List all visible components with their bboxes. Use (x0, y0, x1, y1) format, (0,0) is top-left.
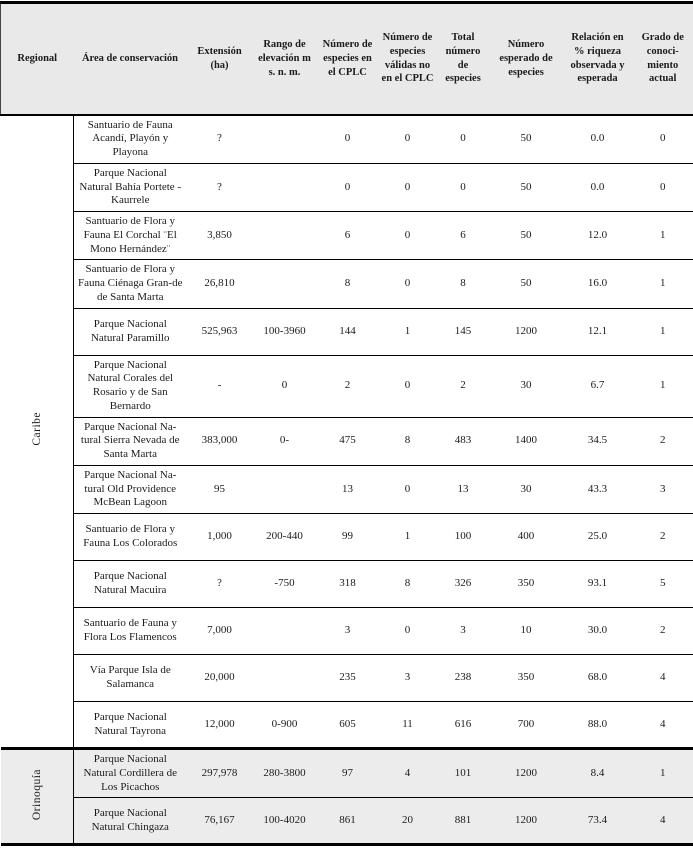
cell-grado: 2 (633, 514, 693, 561)
cell-rango: 200-440 (253, 514, 317, 561)
cell-extension: 7,000 (187, 608, 253, 655)
cell-cplc: 8 (317, 260, 379, 308)
cell-rango: 280-3800 (253, 749, 317, 798)
cell-extension: ? (187, 561, 253, 608)
cell-extension: 297,978 (187, 749, 253, 798)
cell-cplc: 3 (317, 608, 379, 655)
cell-rango (253, 212, 317, 260)
cell-grado: 0 (633, 115, 693, 164)
cell-extension: 26,810 (187, 260, 253, 308)
cell-relacion: 12.0 (563, 212, 633, 260)
cell-area: Parque Nacional Natural Corales del Rosario y de San Bernardo (74, 355, 187, 417)
cell-cplc: 605 (317, 702, 379, 749)
cell-esperado: 50 (490, 115, 563, 164)
table-row (1, 163, 693, 211)
col-header-validas: Número de especies válidas no en el CPLC (379, 3, 437, 115)
cell-area: Parque Nacional Na-tural Sierra Nevada de Santa Marta (74, 417, 187, 465)
cell-esperado: 700 (490, 702, 563, 749)
table-row (1, 749, 693, 798)
cell-esperado: 1400 (490, 417, 563, 465)
region-label: Orinoquía (30, 769, 44, 820)
table-row (1, 798, 693, 845)
cell-relacion: 8.4 (563, 749, 633, 798)
col-header-area: Área de conservación (74, 3, 187, 115)
cell-total: 6 (437, 212, 490, 260)
cell-relacion: 68.0 (563, 655, 633, 702)
cell-validas: 8 (379, 417, 437, 465)
cell-relacion: 93.1 (563, 561, 633, 608)
table-row (1, 655, 693, 702)
cell-rango: 0 (253, 355, 317, 417)
cell-extension: 383,000 (187, 417, 253, 465)
cell-grado: 4 (633, 702, 693, 749)
cell-area: Santuario de Flora y Fauna Ciénaga Gran-de de Santa Marta (74, 260, 187, 308)
col-header-regional: Regional (1, 3, 74, 115)
cell-grado: 5 (633, 561, 693, 608)
cell-esperado: 1200 (490, 308, 563, 355)
cell-total: 8 (437, 260, 490, 308)
cell-validas: 3 (379, 655, 437, 702)
table-row (1, 308, 693, 355)
cell-esperado: 30 (490, 355, 563, 417)
table-row (1, 465, 693, 513)
cell-cplc: 2 (317, 355, 379, 417)
col-header-total: Total número de especies (437, 3, 490, 115)
cell-rango (253, 655, 317, 702)
cell-rango: 100-3960 (253, 308, 317, 355)
region-label: Caribe (30, 412, 44, 446)
cell-extension: 3,850 (187, 212, 253, 260)
cell-relacion: 16.0 (563, 260, 633, 308)
cell-area: Santuario de Flora y Fauna Los Colorados (74, 514, 187, 561)
cell-relacion: 12.1 (563, 308, 633, 355)
cell-validas: 20 (379, 798, 437, 845)
cell-relacion: 73.4 (563, 798, 633, 845)
cell-extension: 525,963 (187, 308, 253, 355)
cell-validas: 0 (379, 465, 437, 513)
cell-area: Vía Parque Isla de Salamanca (74, 655, 187, 702)
cell-esperado: 50 (490, 212, 563, 260)
cell-cplc: 318 (317, 561, 379, 608)
table-row (1, 115, 693, 164)
col-header-grado: Grado de conoci-miento actual (633, 3, 693, 115)
cell-relacion: 6.7 (563, 355, 633, 417)
cell-validas: 0 (379, 115, 437, 164)
cell-grado: 1 (633, 749, 693, 798)
cell-validas: 1 (379, 514, 437, 561)
cell-total: 238 (437, 655, 490, 702)
cell-grado: 4 (633, 655, 693, 702)
header-row (1, 3, 693, 115)
cell-area: Parque Nacional Na-tural Old Providence McBean Lagoon (74, 465, 187, 513)
cell-cplc: 0 (317, 115, 379, 164)
cell-cplc: 861 (317, 798, 379, 845)
cell-rango (253, 163, 317, 211)
cell-extension: 95 (187, 465, 253, 513)
col-header-extension: Extensión (ha) (187, 3, 253, 115)
cell-esperado: 1200 (490, 798, 563, 845)
cell-total: 483 (437, 417, 490, 465)
cell-validas: 11 (379, 702, 437, 749)
cell-extension: ? (187, 115, 253, 164)
cell-extension: ? (187, 163, 253, 211)
cell-extension: 1,000 (187, 514, 253, 561)
cell-relacion: 43.3 (563, 465, 633, 513)
cell-rango (253, 260, 317, 308)
cell-relacion: 25.0 (563, 514, 633, 561)
cell-esperado: 400 (490, 514, 563, 561)
cell-validas: 8 (379, 561, 437, 608)
cell-area: Parque Nacional Natural Paramillo (74, 308, 187, 355)
cell-validas: 0 (379, 355, 437, 417)
cell-area: Parque Nacional Natural Chingaza (74, 798, 187, 845)
cell-cplc: 13 (317, 465, 379, 513)
table-row (1, 514, 693, 561)
cell-extension: - (187, 355, 253, 417)
cell-relacion: 30.0 (563, 608, 633, 655)
col-header-esperado: Número esperado de especies (490, 3, 563, 115)
cell-esperado: 50 (490, 260, 563, 308)
cell-grado: 1 (633, 308, 693, 355)
table-row (1, 212, 693, 260)
cell-area: Santuario de Fauna y Flora Los Flamencos (74, 608, 187, 655)
cell-rango: 0-900 (253, 702, 317, 749)
cell-area: Santuario de Flora y Fauna El Corchal ¨El Mono Hernández¨ (74, 212, 187, 260)
cell-area: Santuario de Fauna Acandí, Playón y Playona (74, 115, 187, 164)
cell-extension: 12,000 (187, 702, 253, 749)
cell-area: Parque Nacional Natural Tayrona (74, 702, 187, 749)
cell-area: Parque Nacional Natural Bahía Portete - Kaurrele (74, 163, 187, 211)
table-row (1, 417, 693, 465)
cell-grado: 1 (633, 260, 693, 308)
cell-total: 101 (437, 749, 490, 798)
region-label-cell (1, 749, 74, 845)
region-label-cell (1, 115, 74, 749)
cell-rango: 0- (253, 417, 317, 465)
cell-total: 881 (437, 798, 490, 845)
col-header-relacion: Relación en % riqueza observada y esperada (563, 3, 633, 115)
cell-validas: 4 (379, 749, 437, 798)
cell-grado: 4 (633, 798, 693, 845)
cell-area: Parque Nacional Natural Cordillera de Los Picachos (74, 749, 187, 798)
table-row (1, 702, 693, 749)
cell-extension: 76,167 (187, 798, 253, 845)
cell-total: 326 (437, 561, 490, 608)
cell-rango (253, 608, 317, 655)
cell-relacion: 0.0 (563, 163, 633, 211)
cell-relacion: 34.5 (563, 417, 633, 465)
cell-grado: 2 (633, 608, 693, 655)
cell-grado: 1 (633, 355, 693, 417)
cell-extension: 20,000 (187, 655, 253, 702)
cell-grado: 2 (633, 417, 693, 465)
cell-total: 13 (437, 465, 490, 513)
table-row (1, 561, 693, 608)
cell-validas: 0 (379, 163, 437, 211)
cell-grado: 1 (633, 212, 693, 260)
cell-esperado: 10 (490, 608, 563, 655)
cell-total: 0 (437, 115, 490, 164)
cell-rango: 100-4020 (253, 798, 317, 845)
cell-grado: 3 (633, 465, 693, 513)
cell-rango (253, 115, 317, 164)
cell-total: 0 (437, 163, 490, 211)
conservation-areas-table (0, 1, 693, 846)
cell-cplc: 0 (317, 163, 379, 211)
cell-cplc: 235 (317, 655, 379, 702)
cell-relacion: 88.0 (563, 702, 633, 749)
col-header-rango: Rango de elevación m s. n. m. (253, 3, 317, 115)
cell-total: 3 (437, 608, 490, 655)
table-row (1, 260, 693, 308)
cell-cplc: 97 (317, 749, 379, 798)
cell-esperado: 30 (490, 465, 563, 513)
cell-grado: 0 (633, 163, 693, 211)
cell-cplc: 99 (317, 514, 379, 561)
cell-validas: 0 (379, 608, 437, 655)
cell-esperado: 1200 (490, 749, 563, 798)
cell-esperado: 50 (490, 163, 563, 211)
table-row (1, 355, 693, 417)
cell-area: Parque Nacional Natural Macuira (74, 561, 187, 608)
col-header-num-cplc: Número de especies en el CPLC (317, 3, 379, 115)
cell-total: 616 (437, 702, 490, 749)
cell-cplc: 475 (317, 417, 379, 465)
cell-cplc: 144 (317, 308, 379, 355)
cell-validas: 1 (379, 308, 437, 355)
cell-cplc: 6 (317, 212, 379, 260)
table-row (1, 608, 693, 655)
cell-validas: 0 (379, 212, 437, 260)
cell-esperado: 350 (490, 561, 563, 608)
cell-total: 100 (437, 514, 490, 561)
cell-validas: 0 (379, 260, 437, 308)
cell-rango: -750 (253, 561, 317, 608)
cell-total: 2 (437, 355, 490, 417)
cell-total: 145 (437, 308, 490, 355)
cell-relacion: 0.0 (563, 115, 633, 164)
cell-rango (253, 465, 317, 513)
cell-esperado: 350 (490, 655, 563, 702)
